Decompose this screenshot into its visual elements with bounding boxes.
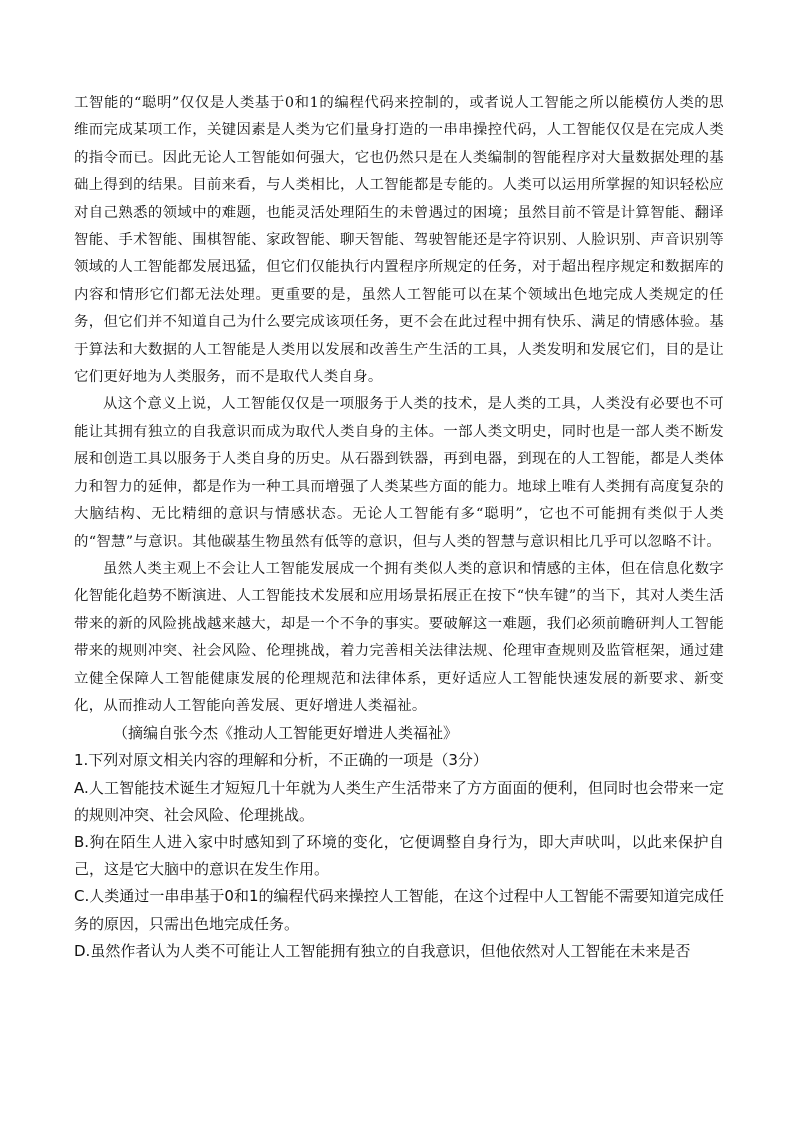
option-d: D.虽然作者认为人类不可能让人工智能拥有独立的自我意识，但他依然对人工智能在未来是否: [74, 941, 691, 960]
option-a: A.人工智能技术诞生才短短几十年就为人类生产生活带来了方方面面的便利，但同时也会带来一定的规则冲突、社会风险、伦理挑战。: [74, 778, 724, 824]
article-paragraph-2: 从这个意义上说，人工智能仅仅是一项服务于人类的技术，是人类的工具，人类没有必要也不可能让其拥有独立的自我意识而成为取代人类自身的主体。一部人类文明史，同时也是一部人类不断发展和创造工具以服务于人类自身的历史。从石器到铁器，再到电器，到现在的人工智能，都是人类体力和智力的延伸，都是作为一种工具而增强了人类某些方面的能力。地球上唯有人类拥有高度复杂的大脑结构、无比精细的意识与情感状态。无论人工智能有多“聪明”，它也不可能拥有类似于人类的“智慧”与意识。其他碳基生物虽然有低等的意识，但与人类的智慧与意识相比几乎可以忽略不计。: [74, 396, 724, 550]
option-c: C.人类通过一串串基于0和1的编程代码来操控人工智能，在这个过程中人工智能不需要知道完成任务的原因，只需出色地完成任务。: [74, 887, 724, 933]
option-b: B.狗在陌生人进入家中时感知到了环境的变化，它便调整自身行为，即大声吠叫，以此来保护自己，这是它大脑中的意识在发生作用。: [74, 832, 724, 879]
document-page: [74, 90, 724, 965]
question-stem: 1.下列对原文相关内容的理解和分析，不正确的一项是（3分）: [74, 751, 488, 770]
article-source: （摘编自张今杰《推动人工智能更好增进人类福祉》: [113, 724, 459, 743]
article-paragraph-3: 虽然人类主观上不会让人工智能发展成一个拥有类似人类的意识和情感的主体，但在信息化数字化智能化趋势不断演进、人工智能技术发展和应用场景拓展正在按下“快车键”的当下，其对人类生活带来的新的风险挑战越来越大，却是一个不争的事实。要破解这一难题，我们必须前瞻研判人工智能带来的规则冲突、社会风险、伦理挑战，着力完善相关法律法规、伦理审查规则及监管框架，通过建立健全保障人工智能健康发展的伦理规范和法律体系，更好适应人工智能快速发展的新要求、新变化，从而推动人工智能向善发展、更好增进人类福祉。: [74, 560, 724, 714]
article-paragraph-1: 工智能的“聪明”仅仅是人类基于0和1的编程代码来控制的，或者说人工智能之所以能模仿人类的思维而完成某项工作，关键因素是人类为它们量身打造的一串串操控代码，人工智能仅仅是在完成人类的指令而已。因此无论人工智能如何强大，它也仍然只是在人类编制的智能程序对大量数据处理的基础上得到的结果。目前来看，与人类相比，人工智能都是专能的。人类可以运用所掌握的知识轻松应对自己熟悉的领域中的难题，也能灵活处理陌生的未曾遇过的困境；虽然目前不管是计算智能、翻译智能、手术智能、围棋智能、家政智能、聊天智能、驾驶智能还是字符识别、人脸识别、声音识别等领域的人工智能都发展迅猛，但它们仅能执行内置程序所规定的任务，对于超出程序规定和数据库的内容和情形它们都无法处理。更重要的是，虽然人工智能可以在某个领域出色地完成人类规定的任务，但它们并不知道自己为什么要完成该项任务，更不会在此过程中拥有快乐、满足的情感体验。基于算法和大数据的人工智能是人类用以发展和改善生产生活的工具，人类发明和发展它们，目的是让它们更好地为人类服务，而不是取代人类自身。: [74, 95, 724, 386]
